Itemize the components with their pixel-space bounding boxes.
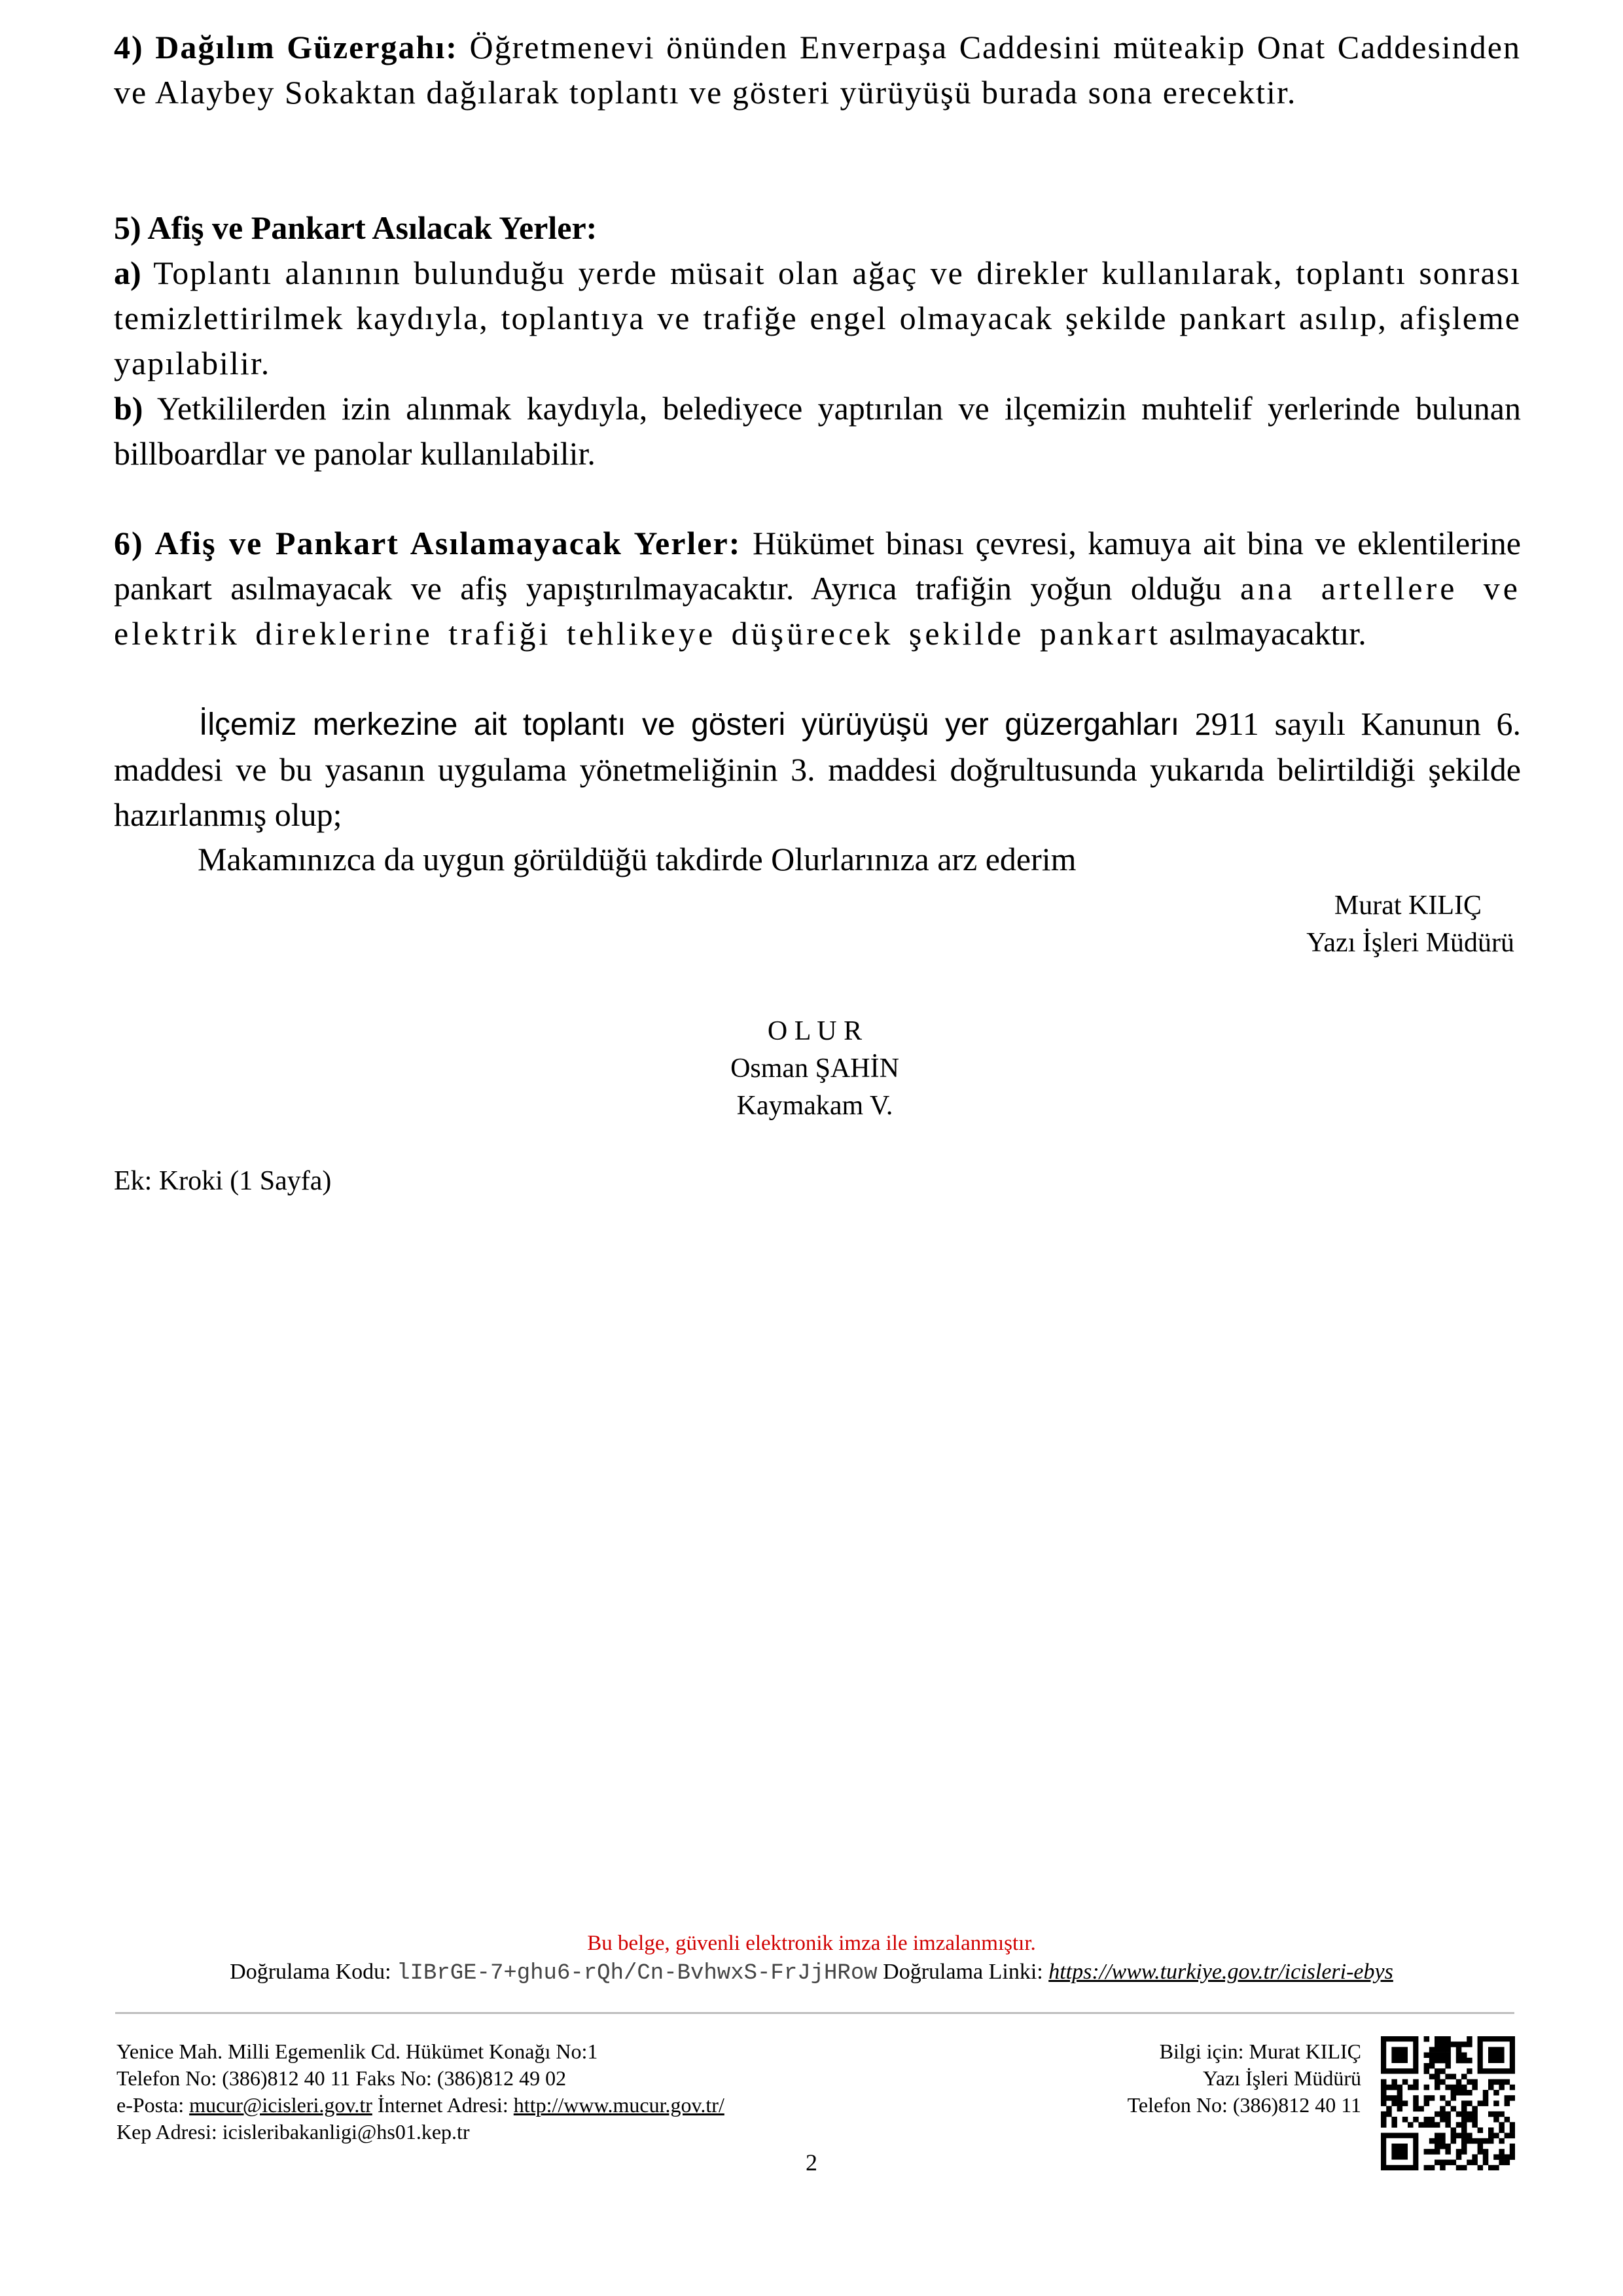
footer-kep: Kep Adresi: icisleribakanligi@hs01.kep.tr bbox=[116, 2120, 470, 2144]
footer-contact-right bbox=[838, 2038, 1361, 2119]
verification-link-label: Doğrulama Linki: bbox=[877, 1960, 1049, 1984]
section-heading: 5) Afiş ve Pankart Asılacak Yerler: bbox=[114, 209, 597, 246]
page-number: 2 bbox=[806, 2149, 817, 2176]
item-b-label: b) bbox=[114, 390, 143, 427]
signer-name: Murat KILIÇ bbox=[1334, 891, 1482, 921]
closing-request: Makamınızca da uygun görüldüğü takdirde Olurlarınıza arz ederim bbox=[198, 841, 1077, 877]
footer-info-title: Yazı İşleri Müdürü bbox=[1202, 2066, 1361, 2090]
footer-info-contact: Bilgi için: Murat KILIÇ bbox=[1159, 2040, 1361, 2063]
approval-olur: O L U R bbox=[767, 1016, 863, 1046]
esign-notice: Bu belge, güvenli elektronik imza ile imzalanmıştır. bbox=[587, 1932, 1036, 1955]
section-dagilim-guzergahi bbox=[114, 25, 1521, 115]
section-afis-asilacak-yerler bbox=[114, 205, 1521, 476]
item-b-text: Yetkililerden izin alınmak kaydıyla, belediyece yaptırılan ve ilçemizin muhtelif yerlerinde bulunan billboardlar ve panolar kullanılabilir. bbox=[114, 390, 1521, 472]
closing-serif-part: 2911 sayılı Kanunun 6. maddesi ve bu yasanın uygulama yönetmeliğinin 3. maddesi doğrultusunda yukarıda belirtildiği şekilde hazırlanmış olup; bbox=[114, 705, 1521, 833]
section-text: Öğretmenevi önünden Enverpaşa Caddesini müteakip Onat Caddesinden ve Alaybey Sokaktan dağılarak toplantı ve gösteri yürüyüşü burada sona erecektir. bbox=[114, 29, 1521, 111]
qr-code-icon bbox=[1381, 2036, 1515, 2170]
approval-block bbox=[550, 1013, 1080, 1125]
section-text-1: Hükümet binası çevresi, kamuya ait bina ve eklentilerine pankart asılmayacak ve afiş yapıştırılmayacaktır. Ayrıca trafiğin yoğun olduğu bbox=[114, 525, 1521, 607]
section-heading: 6) Afiş ve Pankart Asılamayacak Yerler: bbox=[114, 525, 741, 561]
attachment-note: Ek: Kroki (1 Sayfa) bbox=[114, 1166, 332, 1196]
approval-title: Kaymakam V. bbox=[736, 1091, 893, 1121]
closing-sans-part: İlçemiz merkezine ait toplantı ve gösteri yürüyüşü yer güzergahları bbox=[199, 707, 1180, 742]
signer-block bbox=[925, 887, 1514, 962]
qr-code-graphic bbox=[1381, 2036, 1515, 2170]
section-text-2: ana artellere ve elektrik direklerine trafiği tehlikeye düşürecek şekilde pankart bbox=[114, 570, 1522, 652]
footer-address: Yenice Mah. Milli Egemenlik Cd. Hükümet Konağı No:1 bbox=[116, 2040, 598, 2063]
footer-email-label: e-Posta: bbox=[116, 2093, 190, 2117]
closing-paragraph bbox=[114, 701, 1521, 838]
section-afis-asilamayacak-yerler bbox=[114, 521, 1521, 656]
verification-code: lIBrGE-7+ghu6-rQh/Cn-BvhwxS-FrJjHRow bbox=[397, 1961, 878, 1986]
footer-phone-fax: Telefon No: (386)812 40 11 Faks No: (386)812 49 02 bbox=[116, 2066, 567, 2090]
footer-divider bbox=[115, 2012, 1514, 2014]
verification-code-label: Doğrulama Kodu: bbox=[230, 1960, 397, 1984]
footer-email-link[interactable]: mucur@icisleri.gov.tr bbox=[189, 2093, 372, 2117]
approval-name: Osman ŞAHİN bbox=[730, 1053, 899, 1084]
item-a-text: Toplantı alanının bulunduğu yerde müsait olan ağaç ve direkler kullanılarak, toplantı sonrası temizlettirilmek kaydıyla, toplantıya ve trafiğe engel olmayacak şekilde pankart asılıp, afişleme yapılabilir. bbox=[114, 255, 1521, 381]
section-heading: 4) Dağılım Güzergahı: bbox=[114, 29, 458, 65]
footer-info-phone: Telefon No: (386)812 40 11 bbox=[1127, 2093, 1361, 2117]
item-a-label: a) bbox=[114, 255, 141, 291]
footer-web-link[interactable]: http://www.mucur.gov.tr/ bbox=[513, 2093, 724, 2117]
footer-web-label: İnternet Adresi: bbox=[372, 2093, 514, 2117]
signer-title: Yazı İşleri Müdürü bbox=[1306, 928, 1514, 958]
verification-link[interactable]: https://www.turkiye.gov.tr/icisleri-ebys bbox=[1048, 1960, 1393, 1984]
verification-line bbox=[0, 1958, 1623, 1987]
section-text-3: asılmayacaktır. bbox=[1169, 615, 1366, 652]
